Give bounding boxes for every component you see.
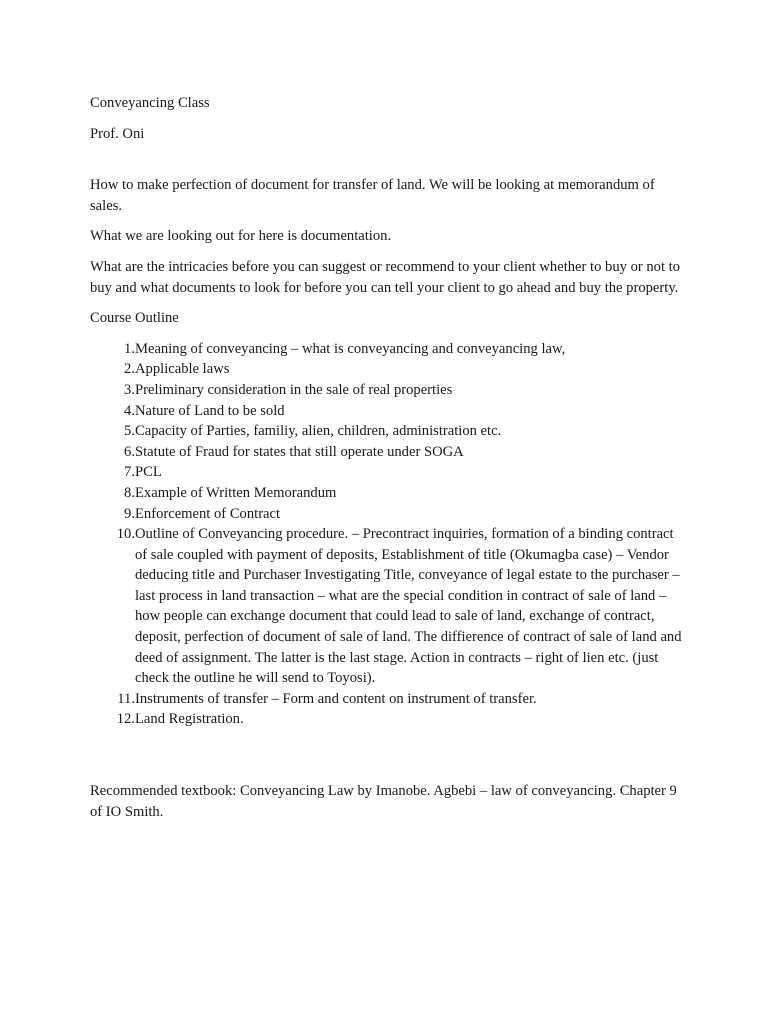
list-item-number: 3. — [124, 381, 135, 398]
list-item-text: Land Registration. — [135, 711, 244, 728]
list-item — [90, 483, 682, 504]
list-item-number: 6. — [124, 443, 135, 460]
list-item-text: Nature of Land to be sold — [135, 402, 285, 419]
list-item-text: Example of Written Memorandum — [135, 484, 337, 501]
list-item — [90, 689, 682, 710]
list-item-text: Outline of Conveyancing procedure. – Precontract inquiries, formation of a binding contract of sale coupled with payment of deposits, Establishment of title (Okumagba case) – Vendor deducing title and Purchaser Investigating Title, conveyance of legal estate to the purchaser – last process in land transaction – what are the special condition in contract of sale of land – how people can exchange document that could lead to sale of land, exchange of contract, deposit, perfection of document of sale of land. The diffierence of contract of sale of land and deed of assignment. The latter is the last stage. Action in contracts – right of lien etc. (just check the outline he will send to Toyosi). — [135, 526, 682, 687]
list-item — [90, 709, 682, 730]
list-item — [90, 339, 682, 360]
list-item — [90, 442, 682, 463]
recommended-textbook: Recommended textbook: Conveyancing Law by Imanobe. Agbebi – law of conveyancing. Chapter 9 of IO Smith. — [90, 783, 677, 820]
outline-heading: Course Outline — [90, 310, 179, 327]
list-item-number: 2. — [124, 361, 135, 378]
list-item-text: Statute of Fraud for states that still operate under SOGA — [135, 443, 464, 460]
list-item-text: Instruments of transfer – Form and content on instrument of transfer. — [135, 690, 537, 707]
intro-paragraph: What are the intricacies before you can suggest or recommend to your client whether to buy or not to buy and what documents to look for before you can tell your client to go ahead and buy the property. — [90, 258, 681, 296]
list-item-number: 7. — [124, 464, 135, 481]
list-item-number: 11. — [117, 690, 135, 707]
intro-paragraph: What we are looking out for here is documentation. — [90, 228, 392, 245]
list-item-number: 9. — [124, 505, 135, 522]
list-item-number: 5. — [124, 423, 135, 440]
document-title: Conveyancing Class — [90, 95, 210, 111]
list-item — [90, 359, 682, 380]
list-item-number: 4. — [124, 402, 135, 419]
document-body — [90, 93, 682, 822]
list-item-number: 12. — [116, 711, 135, 728]
document-author: Prof. Oni — [90, 125, 145, 142]
list-item-text: Preliminary consideration in the sale of real properties — [135, 381, 453, 398]
list-item-text: PCL — [135, 464, 162, 481]
list-item — [90, 401, 682, 422]
course-outline-list — [90, 339, 682, 730]
list-item — [90, 462, 682, 483]
list-item-text: Meaning of conveyancing – what is conveyancing and conveyancing law, — [135, 340, 566, 357]
list-item — [90, 524, 682, 689]
intro-paragraph: How to make perfection of document for transfer of land. We will be looking at memorandum of sales. — [90, 177, 655, 214]
list-item-number: 8. — [124, 484, 135, 501]
list-item — [90, 380, 682, 401]
list-item — [90, 421, 682, 442]
list-item-number: 10. — [116, 526, 135, 543]
list-item-text: Enforcement of Contract — [135, 505, 281, 522]
list-item — [90, 504, 682, 525]
list-item-number: 1. — [124, 340, 135, 357]
list-item-text: Applicable laws — [135, 361, 230, 378]
list-item-text: Capacity of Parties, familiy, alien, children, administration etc. — [135, 423, 502, 440]
